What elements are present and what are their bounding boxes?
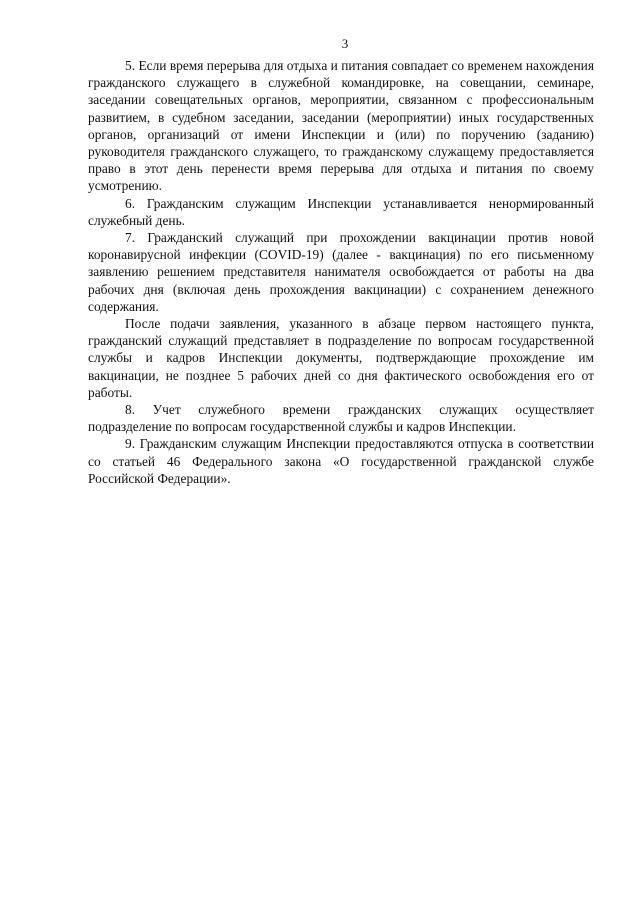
page-number: 3 [341,36,349,51]
paragraph-item-8: 8. Учет служебного времени гражданских служащих осуществляет подразделение по вопросам государственной службы и кадров Инспекции. [88,402,594,435]
paragraph-item-7: 7. Гражданский служащий при прохождении вакцинации против новой коронавирусной инфекции (COVID-19) (далее - вакцинация) по его письменному заявлению решением представителя нанимателя освобождается от работы на два рабочих дня (включая день прохождения вакцинации) с сохранением денежного содержания. [88,230,594,314]
paragraph-item-5: 5. Если время перерыва для отдыха и питания совпадает со временем нахождения гражданского служащего в служебной командировке, на совещании, семинаре, заседании совещательных органов, мероприятии, связанном с профессиональным развитием, в судебном заседании, заседании (мероприятии) иных государственных органов, организаций от имени Инспекции и (или) по поручению (заданию) руководителя гражданского служащего, то гражданскому служащему предоставляется право в этот день перенести время перерыва для отдыха и питания по своему усмотрению. [88,58,594,194]
paragraph-item-7-continued: После подачи заявления, указанного в абзаце первом настоящего пункта, гражданский служащий представляет в подразделение по вопросам государственной службы и кадров Инспекции документы, подтверждающие прохождение им вакцинации, не позднее 5 рабочих дней со дня фактического освобождения его от работы. [88,316,594,400]
paragraph-item-9: 9. Гражданским служащим Инспекции предоставляются отпуска в соответствии со статьей 46 Федерального закона «О государственной гражданской службе Российской Федерации». [88,436,594,486]
paragraph-item-6: 6. Гражданским служащим Инспекции устанавливается ненормированный служебный день. [88,195,594,228]
document-body [88,57,594,487]
